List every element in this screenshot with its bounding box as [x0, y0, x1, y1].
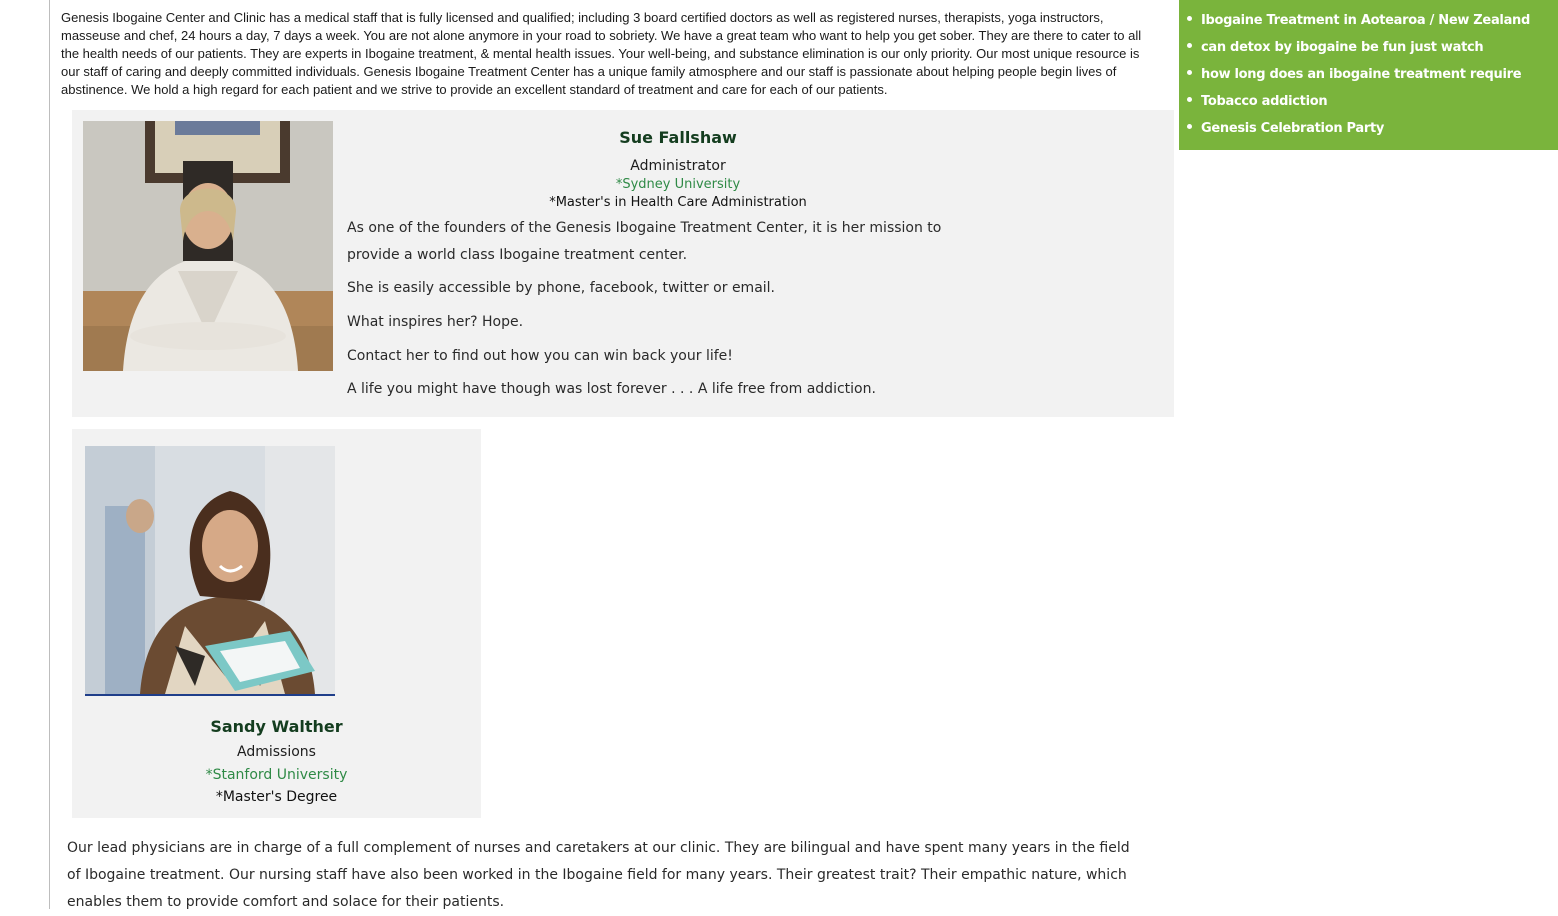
staff-name: Sue Fallshaw: [619, 128, 737, 147]
bullet-icon: [1187, 97, 1192, 102]
sidebar-item[interactable]: [1187, 34, 1530, 61]
bullet-icon: [1187, 16, 1192, 21]
staff-role: Admissions: [237, 744, 316, 760]
outro-paragraph: Our lead physicians are in charge of a full complement of nurses and caretakers at our clinic. They are bilingual and have spent many years in the field of Ibogaine treatment. Our nursing staff have also been worked in the Ibogaine field for many years. Their greatest trait? Their empathic nature, which enables them to provide comfort and solace for their patients.: [67, 840, 1130, 910]
staff-card-sandy: [72, 429, 481, 818]
bio-paragraph: A life you might have though was lost forever . . . A life free from addiction.: [347, 381, 876, 397]
staff-university: *Sydney University: [615, 177, 741, 192]
sidebar-link-detox-fun[interactable]: can detox by ibogaine be fun just watch: [1201, 40, 1484, 55]
bio-paragraph: She is easily accessible by phone, facebook, twitter or email.: [347, 280, 775, 296]
sidebar-link-celebration[interactable]: Genesis Celebration Party: [1201, 121, 1385, 136]
staff-role: Administrator: [630, 158, 726, 174]
sidebar-item[interactable]: [1187, 7, 1530, 34]
bullet-icon: [1187, 124, 1192, 129]
sidebar-link-treatment-length[interactable]: how long does an ibogaine treatment require: [1201, 67, 1522, 82]
bio-paragraph: Contact her to find out how you can win back your life!: [347, 348, 733, 364]
sidebar-recent-posts: [1179, 0, 1558, 150]
staff-photo-sue: [83, 121, 333, 371]
content-left-border: [49, 0, 50, 909]
staff-bio: [347, 215, 997, 403]
sidebar-link-list: [1187, 7, 1530, 142]
sidebar-item[interactable]: [1187, 61, 1530, 88]
sidebar-link-aotearoa[interactable]: Ibogaine Treatment in Aotearoa / New Zealand: [1201, 13, 1531, 28]
sidebar-item[interactable]: [1187, 115, 1530, 142]
staff-name: Sandy Walther: [210, 717, 343, 736]
staff-university: *Stanford University: [205, 767, 348, 783]
bullet-icon: [1187, 70, 1192, 75]
staff-card-sue: [72, 110, 1174, 417]
bio-paragraph: As one of the founders of the Genesis Ibogaine Treatment Center, it is her mission to provide a world class Ibogaine treatment center.: [347, 220, 942, 263]
sidebar-link-tobacco[interactable]: Tobacco addiction: [1201, 94, 1328, 109]
staff-degree: *Master's in Health Care Administration: [549, 195, 807, 210]
bio-paragraph: What inspires her? Hope.: [347, 314, 524, 330]
staff-degree: *Master's Degree: [215, 789, 338, 805]
sidebar-item[interactable]: [1187, 88, 1530, 115]
intro-paragraph: Genesis Ibogaine Center and Clinic has a medical staff that is fully licensed and qualified; including 3 board certified doctors as well as registered nurses, therapists, yoga instructors, masseuse and chef, 24 hours a day, 7 days a week. You are not alone anymore in your road to sobriety. We have a great team who want to help you get sober. They are there to cater to all the health needs of our patients. They are experts in Ibogaine treatment, & mental health issues. Your well-being, and substance elimination is our only priority. Our most unique resource is our staff of caring and deeply committed individuals. Genesis Ibogaine Treatment Center has a unique family atmosphere and our staff is passionate about helping people begin lives of abstinence. We hold a high regard for each patient and we strive to provide an excellent standard of treatment and care for each of our patients.: [61, 10, 1142, 97]
staff-photo-sandy: [85, 446, 335, 696]
bullet-icon: [1187, 43, 1192, 48]
